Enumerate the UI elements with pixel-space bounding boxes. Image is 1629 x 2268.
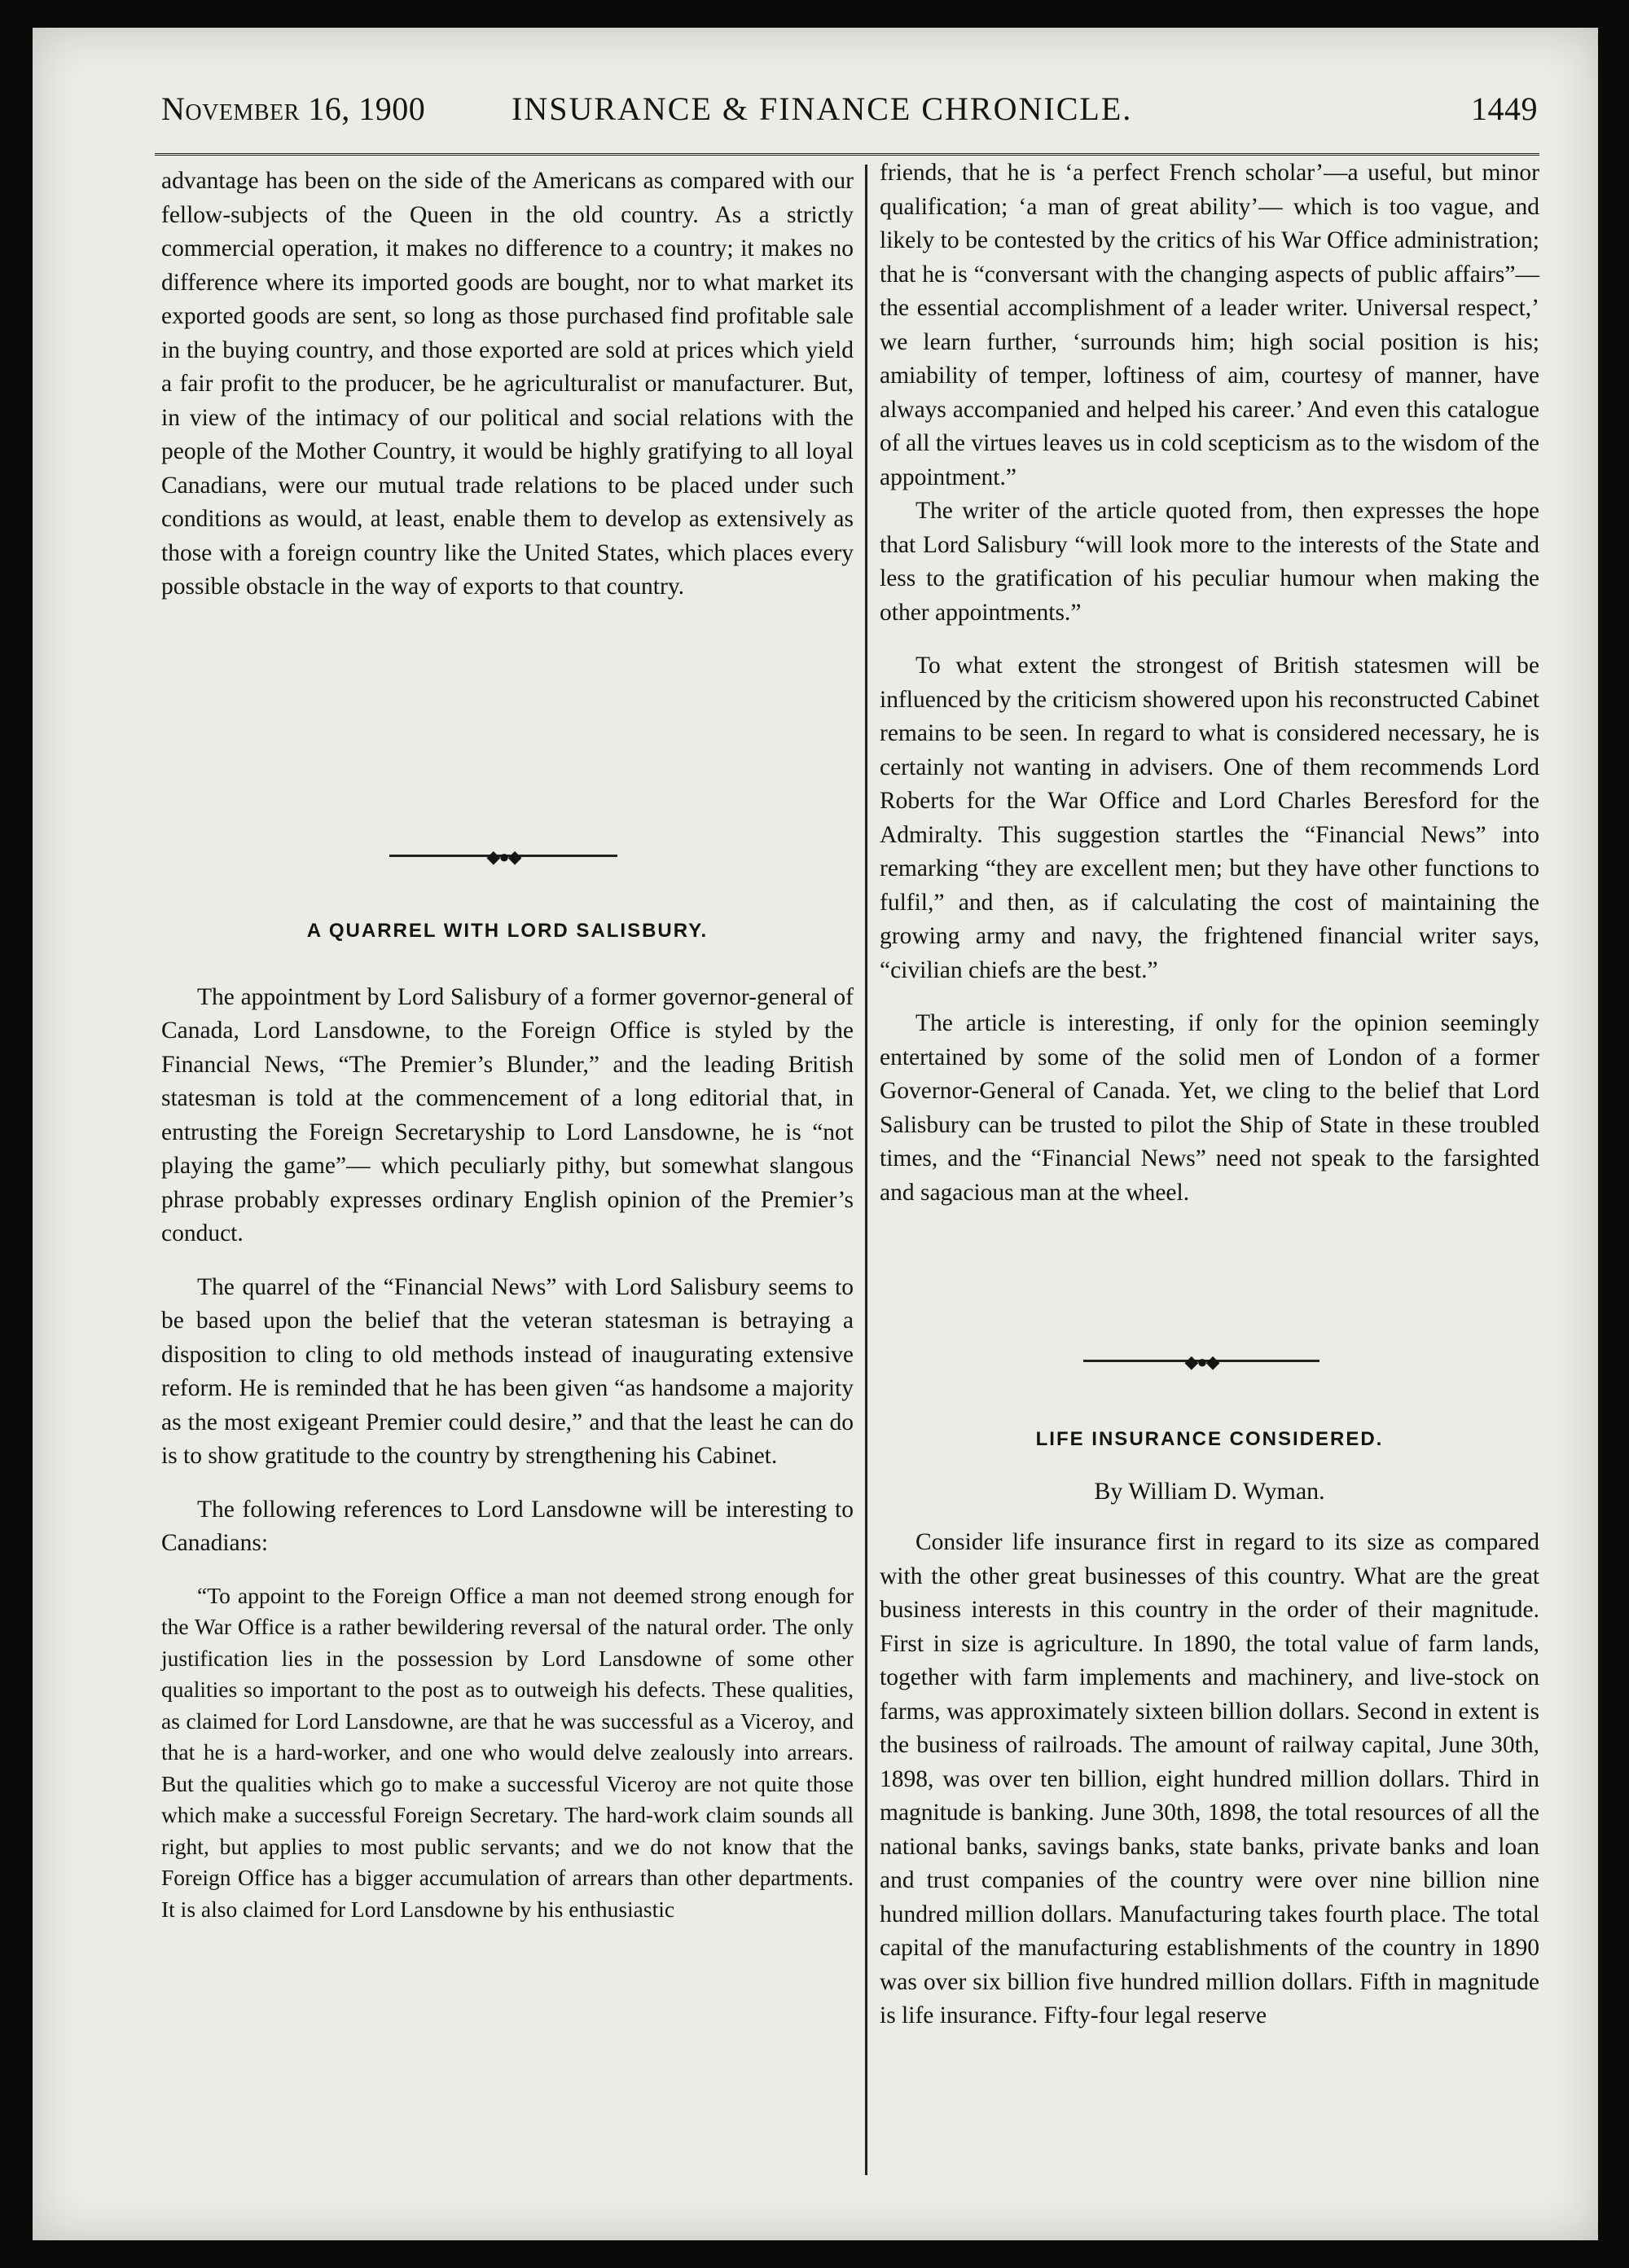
article-paragraph: The article is interesting, if only for the opinion seemingly entertained by some of the solid men of London of a former Governor-General of Canada. Yet, we cling to the belief that Lord Salisbury can be trusted to pilot the Ship of State in these troubled times, and the “Financial News” need not speak to the farsighted and sagacious man at the wheel. xyxy=(880,1010,1539,1206)
left-column-article xyxy=(161,914,854,1925)
section-ornament: ◆●◆ xyxy=(389,855,617,865)
article-paragraph: The following references to Lord Lansdowne will be interesting to Canadians: xyxy=(161,1496,854,1556)
article-paragraph: The quarrel of the “Financial News” with Lord Salisbury seems to be based upon the belief that the veteran statesman is betraying a disposition to cling to old methods instead of inaugurating extensive reform. He is reminded that he has been given “as handsome a majority as the most exigeant Premier could desire,” and that the least he can do is to show gratitude to the country by strengthening his Cabinet. xyxy=(161,1273,854,1469)
quoted-passage: “To appoint to the Foreign Office a man not deemed strong enough for the War Office is a rather bewildering reversal of the natural order. The only justification lies in the possession by Lord Lansdowne of some other qualities so important to the post as to outweigh his defects. These qualities, as claimed for Lord Lansdowne, are that he was successful as a Viceroy, and that he is a hard-worker, and one who would delve zealously into arrears. But the qualities which go to make a successful Viceroy are not quite those which make a successful Foreign Secretary. The hard-work claim sounds all right, but applies to most public servants; and we do not know that the Foreign Office has a bigger accumulation of arrears than other departments. It is also claimed for Lord Lansdowne by his enthusiastic xyxy=(161,1582,854,1922)
header-rule xyxy=(155,153,1539,156)
column-divider xyxy=(865,165,867,2175)
issue-date: November 16, 1900 xyxy=(161,90,426,127)
section-ornament: ◆●◆ xyxy=(1083,1360,1319,1370)
article-heading: LIFE INSURANCE CONSIDERED. xyxy=(1035,1428,1384,1450)
article-heading: A QUARREL WITH LORD SALISBURY. xyxy=(306,920,709,942)
left-column xyxy=(161,165,854,604)
page-number: 1449 xyxy=(1471,90,1538,127)
article-paragraph: Consider life insurance first in regard to its size as compared with the other great businesses of this country. What are the great business interests in this country in the order of their magnitude. First in size is agriculture. In 1890, the total value of farm lands, together with farm implements and machinery, and live-stock on farms, was approximately sixteen billion dollars. Second in extent is the business of railroads. The amount of railway capital, June 30th, 1898, was over ten billion, eight hundred million dollars. Third in magnitude is banking. June 30th, 1898, the total resources of all the national banks, savings banks, state banks, private banks and loan and trust companies of the country were over nine billion nine hundred million dollars. Manufacturing takes fourth place. The total capital of the manufacturing establishments of the country in 1890 was over six billion five hundred million dollars. Fifth in magnitude is life insurance. Fifty-four legal reserve xyxy=(880,1529,1539,2028)
publication-title: INSURANCE & FINANCE CHRONICLE. xyxy=(512,90,1133,127)
article-paragraph: To what extent the strongest of British statesmen will be influenced by the criticism showered upon his reconstructed Cabinet remains to be seen. In regard to what is considered necessary, he is certainly not wanting in advisers. One of them recommends Lord Roberts for the War Office and Lord Charles Beresford for the Admiralty. This suggestion startles the “Financial News” into remarking “they are excellent men; but they have other functions to fulfil,” and then, as if calculating the cost of maintaining the growing army and navy, the frightened financial writer says, “civilian chiefs are the best.” xyxy=(880,653,1539,983)
quoted-passage-continued: friends, that he is ‘a perfect French scholar’—a useful, but minor qualification; ‘a man of great ability’— which is too vague, and likely to be contested by the critics of his War Office administration; that he is “conversant with the changing aspects of public affairs”—the essential accomplishment of a leader writer. Universal respect,’ we learn further, ‘surrounds him; high social position is his; amiability of temper, loftiness of aim, courtesy of manner, have always accompanied and helped his career.’ And even this catalogue of all the virtues leaves us in cold scepticism as to the wisdom of the appointment.” xyxy=(880,160,1539,490)
newspaper-page xyxy=(33,28,1598,2240)
right-column xyxy=(880,156,1539,1210)
page-header xyxy=(161,90,1538,138)
article-paragraph: The writer of the article quoted from, then expresses the hope that Lord Salisbury “will look more to the interests of the State and less to the gratification of his peculiar humour when making the other appointments.” xyxy=(880,498,1539,626)
paragraph-continued: advantage has been on the side of the Americans as compared with our fellow-subjects of the Queen in the old country. As a strictly commercial operation, it makes no difference to a country; it makes no difference where its imported goods are bought, nor to what market its exported goods are sent, so long as those purchased find profitable sale in the buying country, and those exported are sold at prices which yield a fair profit to the producer, be he agriculturalist or manufacturer. But, in view of the intimacy of our political and social relations with the people of the Mother Country, it would be highly gratifying to all loyal Canadians, were our mutual trade relations to be placed under such conditions as would, at least, enable them to develop as extensively as those with a foreign country like the United States, which places every possible obstacle in the way of exports to that country. xyxy=(161,168,854,600)
article-paragraph: The appointment by Lord Salisbury of a former governor-general of Canada, Lord Lansdowne, to the Foreign Office is styled by the Financial News, “The Premier’s Blunder,” and the leading British statesman is told at the commencement of a long editorial that, in entrusting the Foreign Secretaryship to Lord Lansdowne, he is “not playing the game”— which peculiarly pithy, but somewhat slangous phrase probably expresses ordinary English opinion of the Premier’s conduct. xyxy=(161,983,854,1246)
article-byline: By William D. Wyman. xyxy=(1094,1477,1325,1505)
right-column-article xyxy=(880,1422,1539,2033)
